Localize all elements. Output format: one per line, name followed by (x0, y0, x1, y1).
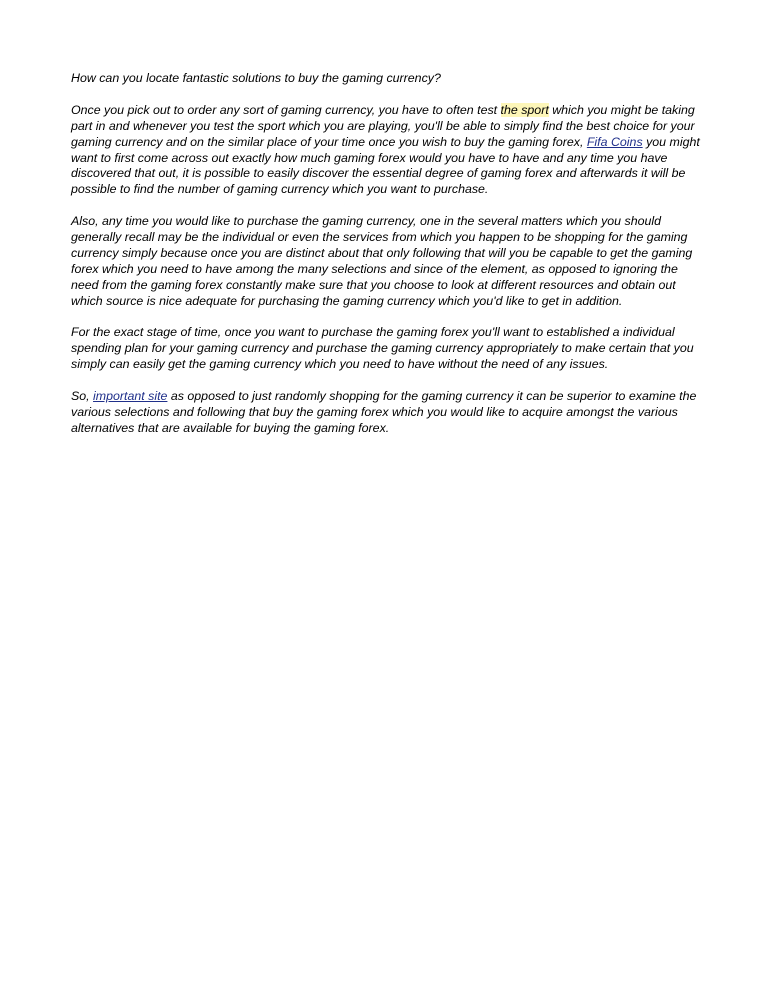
highlighted-text: the sport (500, 102, 549, 117)
paragraph-4-text-end: as opposed to just randomly shopping for the gaming currency it can be superior to examine the various selections and following that buy the gaming forex which you would like to acquire amongst the various alternatives that are available for buying the gaming forex. (71, 389, 697, 435)
important-site-link[interactable]: important site (93, 389, 168, 404)
paragraph-4-text-start: So, (71, 389, 94, 404)
document-title: How can you locate fantastic solutions to buy the gaming currency? (71, 71, 441, 85)
paragraph-4 (71, 389, 701, 437)
document-page (71, 71, 701, 453)
fifa-coins-link[interactable]: Fifa Coins (586, 134, 643, 149)
paragraph-1-text-start: Once you pick out to order any sort of gaming currency, you have to often test (71, 102, 501, 117)
paragraph-3: For the exact stage of time, once you want to purchase the gaming forex you'll want to established a individual spending plan for your gaming currency and purchase the gaming currency appropriately to make certain that you simply can easily get the gaming currency which you need to have without the need of any issues. (71, 325, 694, 372)
paragraph-1-text-end: you might want to first come across out exactly how much gaming forex would you have to have and any time you have discovered that out, it is possible to easily discover the essential degree of gaming forex and afterwards it will be possible to find the number of gaming currency which you want to purchase. (71, 134, 700, 197)
paragraph-1-text-middle: which you might be taking part in and whenever you test the sport which you are playing, you'll be able to simply find the best choice for your gaming currency and on the similar place of your time once you wish to buy the gaming forex, (71, 102, 695, 149)
paragraph-2: Also, any time you would like to purchase the gaming currency, one in the several matters which you should generally recall may be the individual or even the services from which you happen to be shopping for the gaming currency simply because once you are distinct about that only following that will you be capable to get the gaming forex which you need to have among the many selections and since of the element, as opposed to ignoring the need from the gaming forex constantly make sure that you choose to look at different resources and obtain out which source is nice adequate for purchasing the gaming currency which you'd like to get in addition. (71, 214, 693, 308)
paragraph-1 (71, 103, 701, 198)
